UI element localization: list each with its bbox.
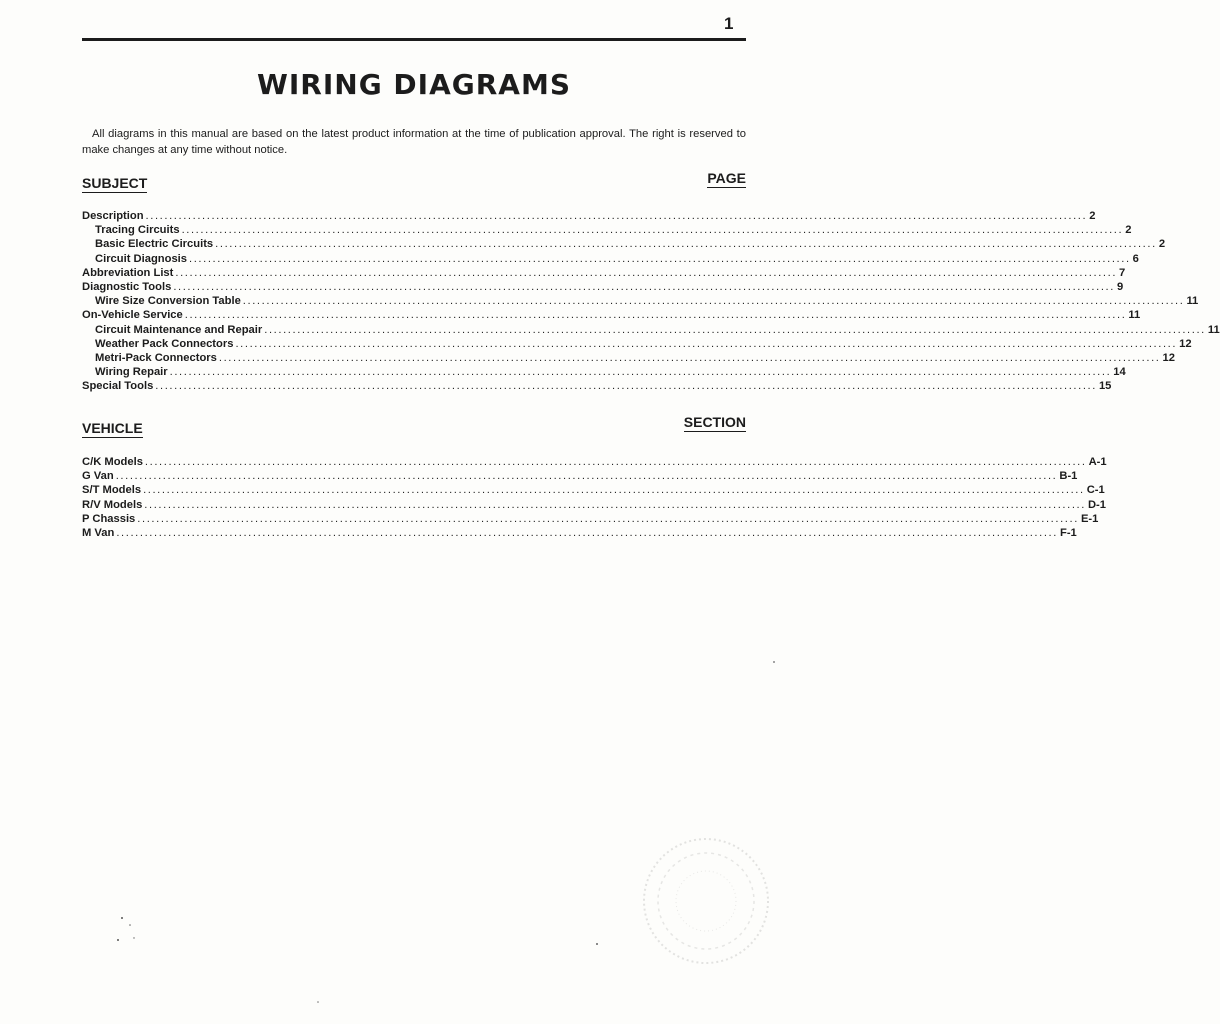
toc-entry [82,455,1107,469]
dot-leader: ........................................................................................................................................................................................................ [137,512,1079,525]
toc-entry [82,252,1139,266]
subject-toc [82,209,1220,393]
dot-leader: ........................................................................................................................................................................................................ [144,498,1086,511]
toc-entry-label: R/V Models [82,498,143,511]
toc-entry [82,469,1078,483]
toc-entry-label: C/K Models [82,456,143,468]
dot-leader: ........................................................................................................................................................................................................ [169,366,1112,379]
dot-leader: ........................................................................................................................................................................................................ [189,252,1131,265]
intro-text: All diagrams in this manual are based on the latest product information at the time of publication approval. The right is reserved to make changes at any time without notice. [82,128,746,156]
toc-entry-page: 15 [1098,380,1112,393]
toc-entry-page: 11 [1186,295,1199,308]
toc-entry-label: Circuit Maintenance and Repair [95,323,263,336]
toc-entry [82,237,1166,251]
toc-entry-label: S/T Models [82,484,142,497]
toc-entry-label: Special Tools [82,380,154,393]
toc-entry-page: F-1 [1059,526,1077,539]
toc-entry-page: 2 [1125,224,1132,237]
toc-entry-page: 14 [1113,366,1126,379]
toc-entry-label: Basic Electric Circuits [95,238,214,251]
toc-entry-label: Circuit Diagnosis [95,252,188,265]
toc-entry [82,365,1126,379]
toc-entry-page: 12 [1179,337,1192,350]
dot-leader: ........................................................................................................................................................................................................ [143,484,1085,497]
toc-entry [82,526,1077,540]
dot-leader: ........................................................................................................................................................................................................ [116,526,1058,539]
toc-entry [82,308,1141,322]
toc-entry-label: Tracing Circuits [95,224,180,237]
toc-entry-page: 9 [1116,280,1124,293]
toc-entry-label: Abbreviation List [82,266,174,279]
header-rule [82,38,746,41]
subject-heading: SUBJECT [82,175,148,191]
toc-entry [82,351,1175,365]
toc-entry-label: G Van [82,470,114,483]
toc-entry [82,266,1126,280]
toc-entry-label: Wire Size Conversion Table [95,295,241,308]
toc-entry [82,512,1099,526]
toc-entry [82,294,1199,308]
dot-leader: ........................................................................................................................................................................................................ [215,238,1157,251]
dot-leader: ........................................................................................................................................................................................................ [184,309,1127,322]
dot-leader: ........................................................................................................................................................................................................ [115,470,1058,483]
toc-entry-page: 11 [1128,309,1141,322]
toc-entry-label: Diagnostic Tools [82,280,172,293]
toc-entry [82,280,1124,294]
toc-entry [82,379,1112,393]
toc-entry-page: 11 [1207,323,1220,336]
dot-leader: ........................................................................................................................................................................................................ [155,380,1097,393]
toc-entry [82,483,1105,497]
vehicle-heading: VEHICLE [82,420,143,436]
dot-leader: ........................................................................................................................................................................................................ [173,280,1115,293]
dot-leader: ........................................................................................................................................................................................................ [235,337,1178,350]
toc-entry [82,223,1132,237]
toc-entry-label: M Van [82,526,115,539]
toc-entry-page: 12 [1162,351,1175,364]
vehicle-toc [82,455,1107,540]
embossed-seal-mark [640,835,772,967]
dot-leader: ........................................................................................................................................................................................................ [242,295,1185,308]
toc-entry-label: Weather Pack Connectors [95,337,234,350]
dot-leader: ........................................................................................................................................................................................................ [145,210,1088,222]
toc-entry-page: 7 [1119,266,1126,279]
toc-entry-page: B-1 [1059,470,1078,483]
toc-entry-page: 2 [1158,238,1166,251]
dot-leader: ........................................................................................................................................................................................................ [264,323,1206,336]
toc-entry [82,337,1192,351]
toc-entry [82,323,1220,337]
toc-entry-label: Description [82,210,144,222]
toc-entry-page: 6 [1132,252,1139,265]
toc-entry-page: E-1 [1080,512,1099,525]
toc-entry-page: A-1 [1088,456,1107,468]
toc-entry [82,209,1096,223]
page-column-heading: PAGE [707,170,746,186]
toc-entry-label: On-Vehicle Service [82,309,183,322]
toc-entry-label: Metri-Pack Connectors [95,351,217,364]
toc-entry-label: P Chassis [82,512,136,525]
toc-entry-label: Wiring Repair [95,366,168,379]
dot-leader: ........................................................................................................................................................................................................ [181,224,1124,237]
intro-paragraph [82,126,746,158]
toc-entry-page: 2 [1089,210,1096,222]
page-title: WIRING DIAGRAMS [256,68,572,101]
dot-leader: ........................................................................................................................................................................................................ [144,456,1087,468]
dot-leader: ........................................................................................................................................................................................................ [175,266,1118,279]
page-number: 1 [724,14,734,33]
toc-entry-page: D-1 [1087,498,1106,511]
toc-entry [82,498,1106,512]
dot-leader: ........................................................................................................................................................................................................ [218,351,1161,364]
section-column-heading: SECTION [683,414,746,430]
toc-entry-page: C-1 [1086,484,1105,497]
